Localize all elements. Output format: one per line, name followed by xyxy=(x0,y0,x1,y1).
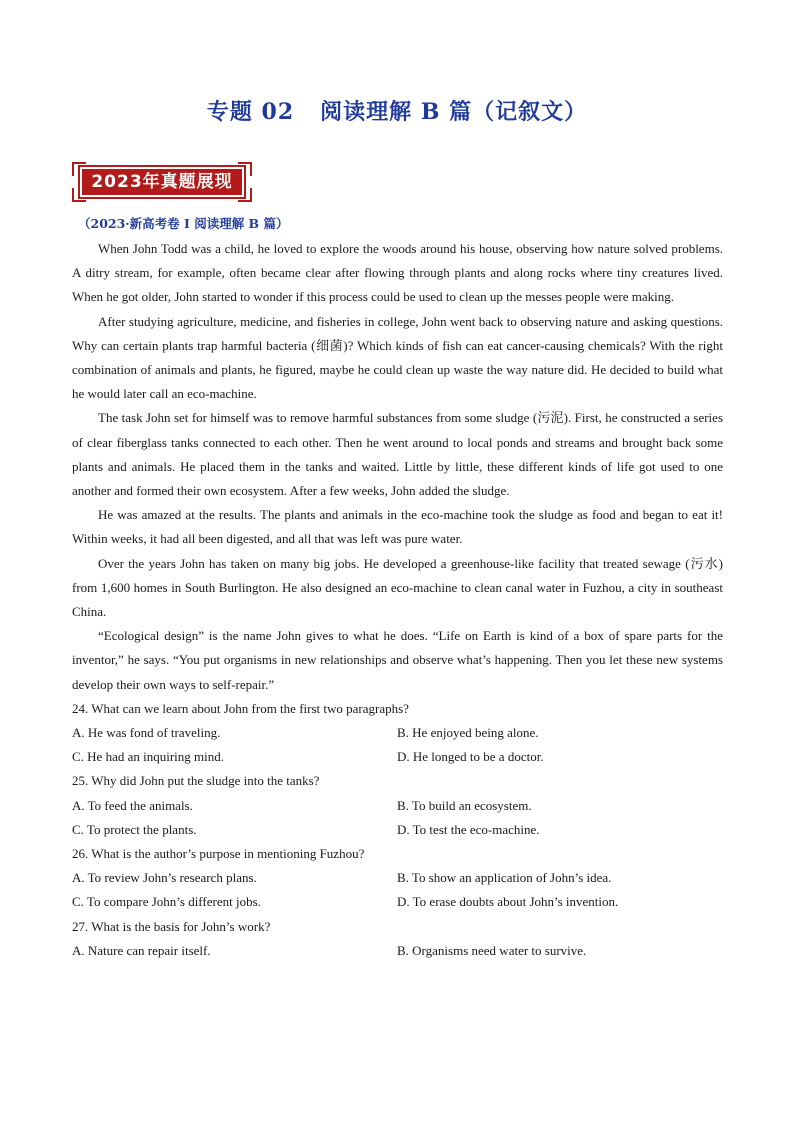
option-b: B. To build an ecosystem. xyxy=(397,797,532,813)
question-25 xyxy=(72,769,723,842)
passage-paragraph-5: Over the years John has taken on many big jobs. He developed a greenhouse-like facility that treated sewage (污水) from 1,600 homes in South Burlington. He also designed an eco-machine to clean canal water in Fuzhou, a city in southeast China. xyxy=(72,555,723,620)
option-b: B. He enjoyed being alone. xyxy=(397,725,539,741)
option-c: C. To protect the plants. xyxy=(72,821,197,837)
passage-paragraph-3: The task John set for himself was to remove harmful substances from some sludge (污泥). First, he constructed a series of clear fiberglass tanks connected to each other. Then he went around to local ponds and streams and brought back some plants and animals. He placed them in the tanks and waited. Little by little, these different kinds of life got used to one another and formed their own ecosystem. After a few weeks, John added the sludge. xyxy=(72,410,723,499)
passage-paragraph-6: “Ecological design” is the name John gives to what he does. “Life on Earth is kind of a box of spare parts for the inventor,” he says. “You put organisms in new relationships and observe what’s happening. Then you let these new systems develop their own ways to self-repair.” xyxy=(72,628,723,692)
option-b: B. Organisms need water to survive. xyxy=(397,942,587,958)
option-a: A. To review John’s research plans. xyxy=(72,870,257,886)
page-title xyxy=(0,95,794,126)
question-stem: 25. Why did John put the sludge into the tanks? xyxy=(72,773,320,789)
passage-paragraph-2: After studying agriculture, medicine, and fisheries in college, John went back to observing nature and asking questions. Why can certain plants trap harmful bacteria (细菌)? Which kinds of fish can eat cancer-causing chemicals? With the right combination of animals and plants, he figured, maybe he could clean up waste the way nature did. He decided to build what he would later call an eco-machine. xyxy=(72,313,723,402)
option-a: A. To feed the animals. xyxy=(72,797,193,813)
title-part-1: 专题 02 xyxy=(206,99,295,125)
option-a: A. He was fond of traveling. xyxy=(72,725,221,741)
passage-content xyxy=(72,237,723,963)
question-27 xyxy=(72,915,723,963)
option-d: D. To test the eco-machine. xyxy=(397,821,540,837)
option-b: B. To show an application of John’s idea. xyxy=(397,870,612,886)
question-26 xyxy=(72,842,723,915)
option-c: C. To compare John’s different jobs. xyxy=(72,894,261,910)
question-24 xyxy=(72,697,723,770)
option-d: D. He longed to be a doctor. xyxy=(397,749,544,765)
option-a: A. Nature can repair itself. xyxy=(72,942,211,958)
question-stem: 24. What can we learn about John from the first two paragraphs? xyxy=(72,700,409,716)
question-stem: 26. What is the author’s purpose in mentioning Fuzhou? xyxy=(72,846,365,862)
source-citation: （2023·新高考卷 I 阅读理解 B 篇） xyxy=(78,216,289,231)
passage-paragraph-4: He was amazed at the results. The plants and animals in the eco-machine took the sludge as food and began to eat it! Within weeks, it had all been digested, and all that was left was pure water. xyxy=(72,507,723,547)
title-part-2: 阅读理解 B 篇（记叙文） xyxy=(320,99,588,125)
question-stem: 27. What is the basis for John’s work? xyxy=(72,918,271,934)
option-d: D. To erase doubts about John’s invention. xyxy=(397,894,619,910)
option-c: C. He had an inquiring mind. xyxy=(72,749,225,765)
section-banner xyxy=(72,162,252,202)
banner-label: 2023年真题展现 xyxy=(80,167,244,197)
passage-paragraph-1: When John Todd was a child, he loved to explore the woods around his house, observing how nature solved problems. A ditry stream, for example, often became clear after flowing through plants and along rocks where tiny creatures lived. When he got older, John started to wonder if this process could be used to clean up the messes people were making. xyxy=(72,241,723,305)
